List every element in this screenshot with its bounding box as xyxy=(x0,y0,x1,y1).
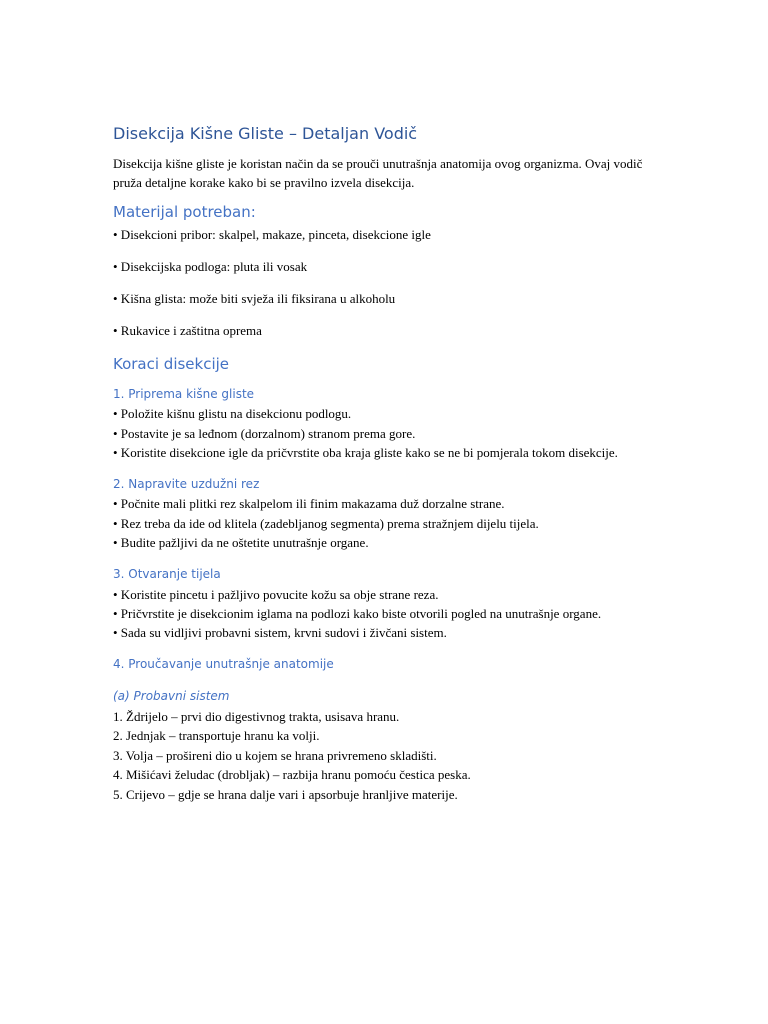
step-title: 1. Priprema kišne gliste xyxy=(113,386,255,401)
digestive-item: 1. Ždrijelo – prvi dio digestivnog trakta, usisava hranu. xyxy=(113,708,400,724)
steps-heading: Koraci disekcije xyxy=(113,354,230,373)
materials-list xyxy=(113,225,653,340)
step-line: • Sada su vidljivi probavni sistem, krvni sudovi i živčani sistem. xyxy=(113,625,447,641)
subsection-title: (a) Probavni sistem xyxy=(113,689,230,704)
step-lines xyxy=(113,404,653,462)
step-line: • Budite pažljivi da ne oštetite unutrašnje organe. xyxy=(113,535,369,551)
step-title: 2. Napravite uzdužni rez xyxy=(113,477,260,492)
step-lines xyxy=(113,585,653,643)
intro-paragraph: Disekcija kišne gliste je koristan način da se prouči unutrašnja anatomija ovog organizma. Ovaj vodič pruža detaljne korake kako bi se pravilno izvela disekcija. xyxy=(113,156,643,191)
digestive-item: 3. Volja – prošireni dio u kojem se hrana privremeno skladišti. xyxy=(113,747,437,763)
document-page xyxy=(113,120,653,817)
digestive-item: 2. Jednjak – transportuje hranu ka volji. xyxy=(113,728,320,744)
step-line: • Koristite disekcione igle da pričvrstite oba kraja gliste kako se ne bi pomjerala tokom disekcije. xyxy=(113,445,618,461)
step-2 xyxy=(113,475,653,553)
materials-item: • Kišna glista: može biti svježa ili fiksirana u alkoholu xyxy=(113,290,396,306)
step-line: • Pričvrstite je disekcionim iglama na podlozi kako biste otvorili pogled na unutrašnje organe. xyxy=(113,606,602,622)
step-line: • Postavite je sa leđnom (dorzalnom) stranom prema gore. xyxy=(113,425,416,441)
step-1 xyxy=(113,385,653,463)
step-title: 3. Otvaranje tijela xyxy=(113,567,221,582)
document-title: Disekcija Kišne Gliste – Detaljan Vodič xyxy=(113,124,418,143)
materials-item: • Disekcijska podloga: pluta ili vosak xyxy=(113,258,308,274)
digestive-item: 4. Mišićavi želudac (drobljak) – razbija hranu pomoću čestica peska. xyxy=(113,767,471,783)
materials-item: • Rukavice i zaštitna oprema xyxy=(113,322,262,338)
digestive-list xyxy=(113,707,653,804)
step-line: • Rez treba da ide od klitela (zadebljanog segmenta) prema stražnjem dijelu tijela. xyxy=(113,515,539,531)
step-line: • Koristite pincetu i pažljivo povucite kožu sa obje strane reza. xyxy=(113,586,439,602)
step-line: • Položite kišnu glistu na disekcionu podlogu. xyxy=(113,406,352,422)
step-title: 4. Proučavanje unutrašnje anatomije xyxy=(113,657,334,672)
step-4 xyxy=(113,655,653,803)
step-3 xyxy=(113,565,653,643)
digestive-item: 5. Crijevo – gdje se hrana dalje vari i apsorbuje hranljive materije. xyxy=(113,786,458,802)
materials-heading: Materijal potreban: xyxy=(113,202,256,221)
step-lines xyxy=(113,494,653,552)
materials-item: • Disekcioni pribor: skalpel, makaze, pinceta, disekcione igle xyxy=(113,226,431,242)
step-line: • Počnite mali plitki rez skalpelom ili finim makazama duž dorzalne strane. xyxy=(113,496,505,512)
